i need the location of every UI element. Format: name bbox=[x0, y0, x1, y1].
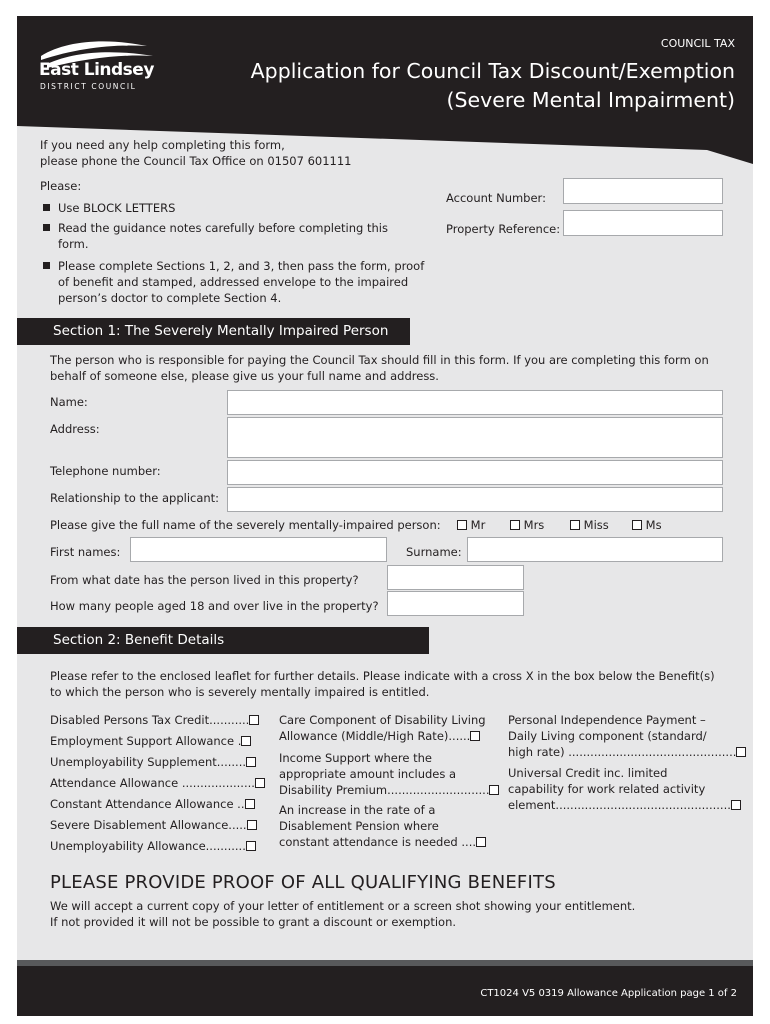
section-2-instructions-2: to which the person who is severely mentally impaired is entitled. bbox=[50, 685, 430, 699]
relationship-field[interactable] bbox=[227, 487, 723, 512]
mr-checkbox[interactable] bbox=[457, 520, 467, 530]
bullet-item: Use BLOCK LETTERS bbox=[43, 200, 175, 216]
section-2-instructions-1: Please refer to the enclosed leaflet for further details. Please indicate with a cross X in the box below the Benefit(s) bbox=[50, 669, 715, 683]
benefit-unemployability-supplement[interactable]: Unemployability Supplement........ bbox=[50, 754, 256, 770]
form-page bbox=[17, 16, 753, 1016]
first-names-label: First names: bbox=[50, 545, 121, 559]
benefit-care-component-line1: Care Component of Disability Living bbox=[279, 713, 486, 727]
surname-field[interactable] bbox=[467, 537, 723, 562]
title-option-mrs[interactable]: Mrs bbox=[510, 517, 544, 533]
property-reference-field[interactable] bbox=[563, 210, 723, 236]
proof-heading: PLEASE PROVIDE PROOF OF ALL QUALIFYING BENEFITS bbox=[50, 872, 556, 893]
benefit-checkbox[interactable] bbox=[247, 820, 257, 830]
brand-name: East Lindsey bbox=[39, 60, 154, 80]
benefit-checkbox[interactable] bbox=[245, 799, 255, 809]
address-field[interactable] bbox=[227, 417, 723, 458]
section-1-instructions-2: behalf of someone else, please give us your full name and address. bbox=[50, 369, 439, 383]
date-lived-label: From what date has the person lived in this property? bbox=[50, 573, 359, 587]
title-option-mr[interactable]: Mr bbox=[457, 517, 485, 533]
benefit-pip[interactable]: high rate) .............................................. bbox=[508, 744, 746, 760]
people-count-field[interactable] bbox=[387, 591, 524, 616]
benefit-checkbox[interactable] bbox=[476, 837, 486, 847]
title-option-ms[interactable]: Ms bbox=[632, 517, 662, 533]
first-names-field[interactable] bbox=[130, 537, 387, 562]
title-line-1: Application for Council Tax Discount/Exemption bbox=[250, 59, 735, 83]
help-text-2: please phone the Council Tax Office on 01507 601111 bbox=[40, 154, 352, 168]
benefit-checkbox[interactable] bbox=[470, 731, 480, 741]
full-name-label: Please give the full name of the severely mentally-impaired person: bbox=[50, 518, 441, 532]
title-option-miss[interactable]: Miss bbox=[570, 517, 609, 533]
benefit-pip-line2: Daily Living component (standard/ bbox=[508, 729, 707, 743]
benefit-disabled-persons-tax-credit[interactable]: Disabled Persons Tax Credit........... bbox=[50, 712, 259, 728]
benefit-checkbox[interactable] bbox=[736, 747, 746, 757]
title-line-2: (Severe Mental Impairment) bbox=[446, 88, 735, 112]
page-title bbox=[251, 57, 735, 115]
benefit-constant-attendance[interactable]: Constant Attendance Allowance .. bbox=[50, 796, 255, 812]
surname-label: Surname: bbox=[406, 545, 462, 559]
bullet-item-cont: person’s doctor to complete Section 4. bbox=[58, 291, 282, 305]
people-count-label: How many people aged 18 and over live in the property? bbox=[50, 599, 379, 613]
address-label: Address: bbox=[50, 422, 100, 436]
brand-subtitle: DISTRICT COUNCIL bbox=[40, 82, 137, 91]
property-reference-label: Property Reference: bbox=[446, 222, 561, 236]
bullet-item-cont: form. bbox=[58, 237, 89, 251]
bullet-item: Please complete Sections 1, 2, and 3, then pass the form, proof bbox=[43, 258, 424, 274]
relationship-label: Relationship to the applicant: bbox=[50, 491, 220, 505]
benefit-income-support[interactable]: Disability Premium............................ bbox=[279, 782, 499, 798]
benefit-checkbox[interactable] bbox=[241, 736, 251, 746]
benefit-checkbox[interactable] bbox=[249, 715, 259, 725]
benefit-care-component[interactable]: Allowance (Middle/High Rate)...... bbox=[279, 728, 480, 744]
section-1-heading: Section 1: The Severely Mentally Impaired Person bbox=[17, 318, 410, 345]
benefit-checkbox[interactable] bbox=[246, 841, 256, 851]
ms-checkbox[interactable] bbox=[632, 520, 642, 530]
section-2-heading: Section 2: Benefit Details bbox=[17, 627, 429, 654]
benefit-checkbox[interactable] bbox=[246, 757, 256, 767]
benefit-income-support-line1: Income Support where the bbox=[279, 751, 432, 765]
account-number-field[interactable] bbox=[563, 178, 723, 204]
section-1-instructions-1: The person who is responsible for paying the Council Tax should fill in this form. If you are completing this form on bbox=[50, 353, 709, 367]
benefit-disablement-pension-line2: Disablement Pension where bbox=[279, 819, 439, 833]
benefit-disablement-pension-line1: An increase in the rate of a bbox=[279, 803, 436, 817]
proof-text-2: If not provided it will not be possible to grant a discount or exemption. bbox=[50, 915, 457, 929]
miss-checkbox[interactable] bbox=[570, 520, 580, 530]
section-label: COUNCIL TAX bbox=[660, 37, 735, 50]
bullet-item: Read the guidance notes carefully before completing this bbox=[43, 220, 388, 236]
proof-text-1: We will accept a current copy of your letter of entitlement or a screen shot showing your entitlement. bbox=[50, 899, 636, 913]
account-number-label: Account Number: bbox=[446, 191, 546, 205]
benefit-attendance-allowance[interactable]: Attendance Allowance .................... bbox=[50, 775, 265, 791]
benefit-unemployability-allowance[interactable]: Unemployability Allowance........... bbox=[50, 838, 256, 854]
benefit-checkbox[interactable] bbox=[489, 785, 499, 795]
benefit-pip-line1: Personal Independence Payment – bbox=[508, 713, 706, 727]
footer-divider bbox=[17, 960, 753, 966]
help-text-1: If you need any help completing this form, bbox=[40, 138, 285, 152]
benefit-checkbox[interactable] bbox=[255, 778, 265, 788]
please-label: Please: bbox=[40, 179, 82, 193]
benefit-universal-credit[interactable]: element................................................ bbox=[508, 797, 741, 813]
telephone-label: Telephone number: bbox=[50, 464, 161, 478]
telephone-field[interactable] bbox=[227, 460, 723, 485]
name-label: Name: bbox=[50, 395, 88, 409]
benefit-universal-credit-line2: capability for work related activity bbox=[508, 782, 706, 796]
benefit-severe-disablement[interactable]: Severe Disablement Allowance..... bbox=[50, 817, 257, 833]
bullet-item-cont: of benefit and stamped, addressed envelope to the impaired bbox=[58, 275, 409, 289]
benefit-universal-credit-line1: Universal Credit inc. limited bbox=[508, 766, 668, 780]
benefit-employment-support[interactable]: Employment Support Allowance . bbox=[50, 733, 251, 749]
name-field[interactable] bbox=[227, 390, 723, 415]
footer-reference: CT1024 V5 0319 Allowance Application page 1 of 2 bbox=[480, 988, 737, 999]
benefit-checkbox[interactable] bbox=[731, 800, 741, 810]
benefit-disablement-pension[interactable]: constant attendance is needed .... bbox=[279, 834, 486, 850]
mrs-checkbox[interactable] bbox=[510, 520, 520, 530]
benefit-income-support-line2: appropriate amount includes a bbox=[279, 767, 457, 781]
date-lived-field[interactable] bbox=[387, 565, 524, 590]
